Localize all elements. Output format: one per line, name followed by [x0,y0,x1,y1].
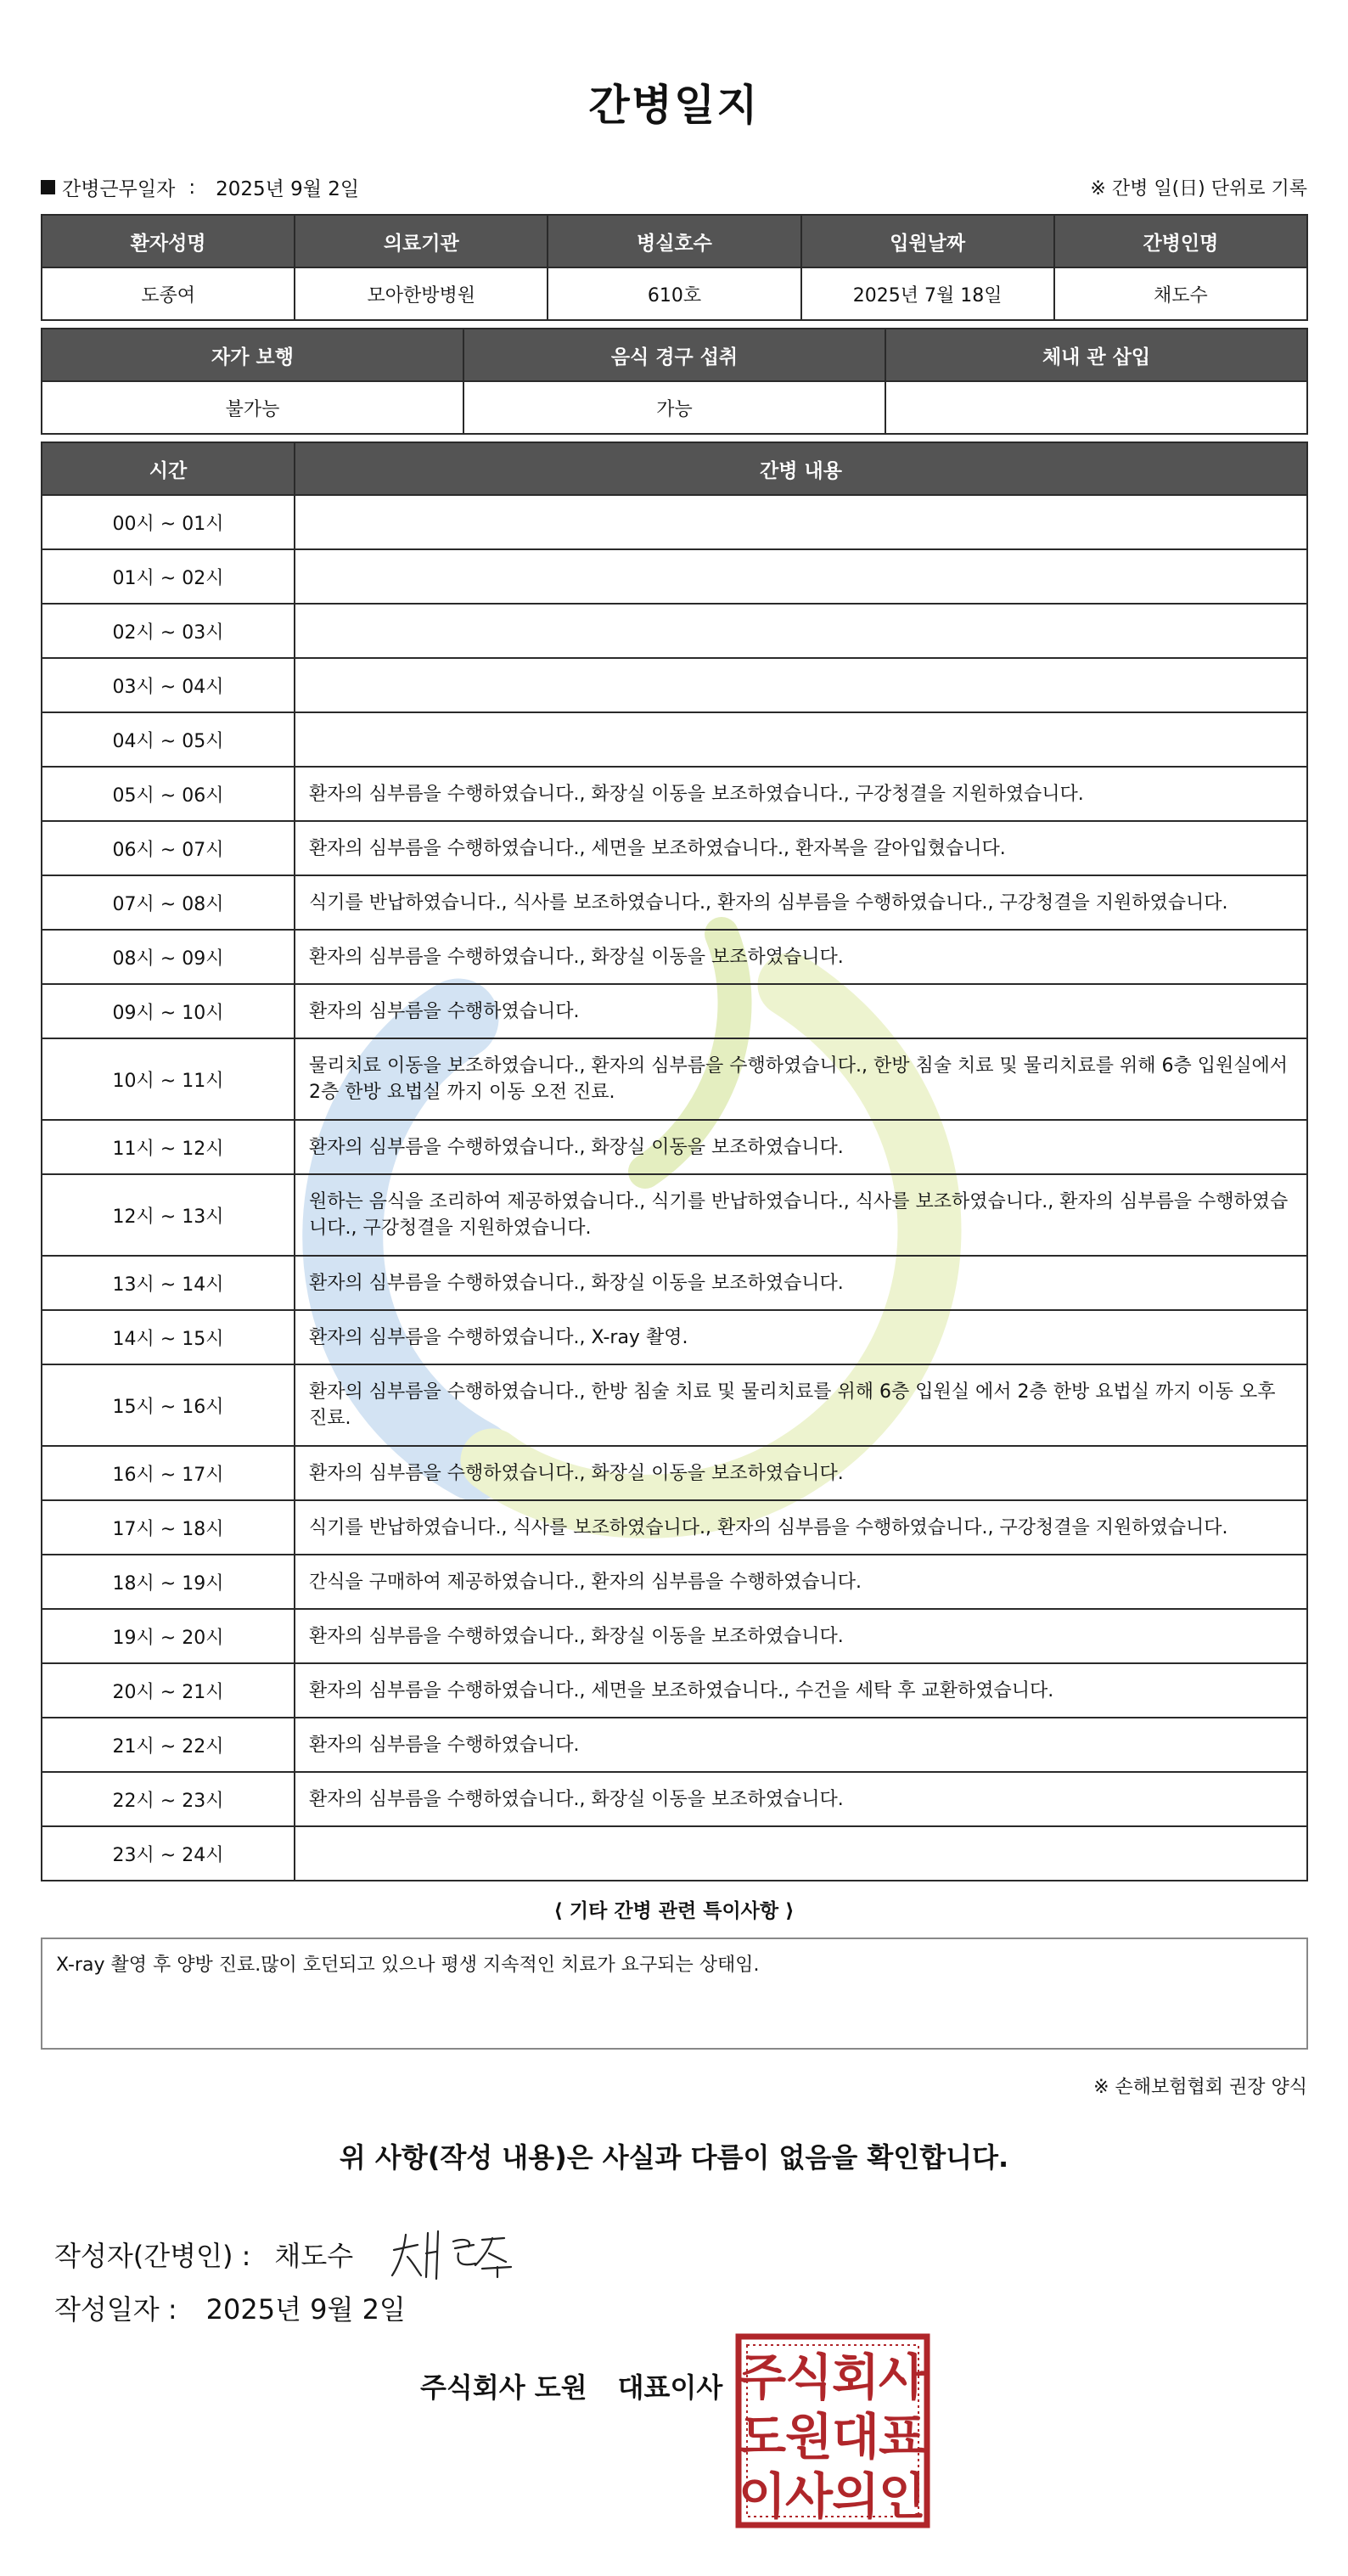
time-cell: 16시 ~ 17시 [42,1446,295,1500]
representative-title: 대표이사 [617,2371,723,2404]
time-cell: 00시 ~ 01시 [42,495,295,549]
care-content-cell: 물리치료 이동을 보조하였습니다., 환자의 심부름을 수행하였습니다., 한방 침술 치료 및 물리치료를 위해 6층 입원실에서 2층 한방 요법실 까지 이동 오전 진료. [295,1038,1307,1120]
table-row [42,549,1307,604]
seal-character: 주 [738,2348,787,2406]
table-row [42,1609,1307,1663]
care-content-cell: 환자의 심부름을 수행하였습니다., 화장실 이동을 보조하였습니다. [295,930,1307,984]
time-cell: 05시 ~ 06시 [42,767,295,821]
table-row [42,1446,1307,1500]
seal-character: 이 [738,2467,787,2525]
time-cell: 03시 ~ 04시 [42,658,295,712]
time-cell: 22시 ~ 23시 [42,1772,295,1826]
room-number: 610호 [548,267,800,320]
care-content-cell: 식기를 반납하였습니다., 식사를 보조하였습니다., 환자의 심부름을 수행하였습니다., 구강청결을 지원하였습니다. [295,1500,1307,1555]
time-cell: 12시 ~ 13시 [42,1174,295,1256]
time-cell: 19시 ~ 20시 [42,1609,295,1663]
care-content-cell [295,1826,1307,1881]
work-date-separator: : [188,176,196,199]
patient-status-table [41,328,1308,435]
writer-line [54,2224,548,2284]
care-content-cell: 환자의 심부름을 수행하였습니다., 화장실 이동을 보조하였습니다. [295,1446,1307,1500]
table-row [42,1310,1307,1364]
table-row [42,1555,1307,1609]
care-log-body [42,495,1307,1881]
care-content-cell: 환자의 심부름을 수행하였습니다., 화장실 이동을 보조하였습니다. [295,1772,1307,1826]
company-line [420,2366,722,2405]
write-date-label: 작성일자 : [54,2293,177,2326]
seal-character: 대 [831,2408,880,2466]
work-date [41,173,359,201]
table-row [42,658,1307,712]
recommend-note: ※ 손해보험협회 권장 양식 [1093,2077,1307,2098]
care-content-cell: 환자의 심부름을 수행하였습니다., X-ray 촬영. [295,1310,1307,1364]
seal-character: 회 [831,2348,880,2406]
time-cell: 18시 ~ 19시 [42,1555,295,1609]
time-cell: 23시 ~ 24시 [42,1826,295,1881]
care-content-cell: 환자의 심부름을 수행하였습니다., 화장실 이동을 보조하였습니다., 구강청결을 지원하였습니다. [295,767,1307,821]
table-row [42,821,1307,875]
seal-character: 식 [784,2348,834,2406]
patient-name: 도종여 [42,267,295,320]
unit-note: ※ 간병 일(日) 단위로 기록 [1090,178,1307,200]
table-row [42,984,1307,1038]
time-cell: 14시 ~ 15시 [42,1310,295,1364]
caregiver-name: 채도수 [1054,267,1307,320]
table-row [42,1256,1307,1310]
table-row [42,1364,1307,1446]
care-content-cell [295,495,1307,549]
table-row [42,1120,1307,1174]
header-patient-name: 환자성명 [42,215,295,267]
tube-insertion-value [885,381,1307,434]
seal-character: 표 [878,2408,927,2466]
table-row [42,1174,1307,1256]
write-date-line [54,2288,406,2327]
care-content-cell: 환자의 심부름을 수행하였습니다., 화장실 이동을 보조하였습니다. [295,1120,1307,1174]
time-cell: 09시 ~ 10시 [42,984,295,1038]
care-log-table [41,442,1308,1881]
time-cell: 11시 ~ 12시 [42,1120,295,1174]
time-cell: 04시 ~ 05시 [42,712,295,767]
time-cell: 07시 ~ 08시 [42,875,295,930]
handwritten-signature [387,2224,548,2284]
time-cell: 06시 ~ 07시 [42,821,295,875]
work-date-label: 간병근무일자 [62,178,176,200]
writer-name: 채도수 [274,2240,354,2272]
table-row [42,1038,1307,1120]
oral-intake-value: 가능 [463,381,885,434]
patient-info-table [41,214,1308,321]
header-hospital: 의료기관 [295,215,548,267]
header-tube-insertion: 체내 관 삽입 [885,329,1307,381]
work-date-value: 2025년 9월 2일 [216,178,360,200]
table-row [42,604,1307,658]
care-content-cell [295,712,1307,767]
care-content-cell: 원하는 음식을 조리하여 제공하였습니다., 식기를 반납하였습니다., 식사를 보조하였습니다., 환자의 심부름을 수행하였습니다., 구강청결을 지원하였습니다. [295,1174,1307,1256]
care-content-cell: 환자의 심부름을 수행하였습니다., 세면을 보조하였습니다., 수건을 세탁 후 교환하였습니다. [295,1663,1307,1718]
admission-date: 2025년 7월 18일 [801,267,1054,320]
hospital-name: 모아한방병원 [295,267,548,320]
table-row [42,930,1307,984]
special-notes-box: X-ray 촬영 후 양방 진료.많이 호던되고 있으나 평생 지속적인 치료가 요구되는 상태임. [41,1938,1308,2050]
care-content-cell: 환자의 심부름을 수행하였습니다. [295,1718,1307,1772]
square-bullet-icon [41,180,55,194]
seal-character: 사 [878,2348,927,2406]
time-cell: 21시 ~ 22시 [42,1718,295,1772]
care-content-cell: 식기를 반납하였습니다., 식사를 보조하였습니다., 환자의 심부름을 수행하였습니다., 구강청결을 지원하였습니다. [295,875,1307,930]
seal-character: 원 [784,2408,834,2466]
header-care-content: 간병 내용 [295,442,1307,495]
header-time: 시간 [42,442,295,495]
care-content-cell: 간식을 구매하여 제공하였습니다., 환자의 심부름을 수행하였습니다. [295,1555,1307,1609]
table-row [42,495,1307,549]
time-cell: 17시 ~ 18시 [42,1500,295,1555]
table-row [42,712,1307,767]
company-name: 주식회사 도원 [420,2371,587,2404]
page-title: 간병일지 [588,81,760,130]
confirm-statement: 위 사항(작성 내용)은 사실과 다름이 없음을 확인합니다. [339,2141,1009,2174]
table-row [42,1826,1307,1881]
time-cell: 13시 ~ 14시 [42,1256,295,1310]
header-self-walking: 자가 보행 [42,329,463,381]
header-room: 병실호수 [548,215,800,267]
header-admission-date: 입원날짜 [801,215,1054,267]
care-content-cell: 환자의 심부름을 수행하였습니다., 화장실 이동을 보조하였습니다. [295,1256,1307,1310]
company-seal-stamp [735,2333,930,2528]
time-cell: 20시 ~ 21시 [42,1663,295,1718]
table-row [42,1663,1307,1718]
care-content-cell [295,604,1307,658]
time-cell: 01시 ~ 02시 [42,549,295,604]
care-content-cell: 환자의 심부름을 수행하였습니다., 화장실 이동을 보조하였습니다. [295,1609,1307,1663]
table-row [42,1718,1307,1772]
time-cell: 08시 ~ 09시 [42,930,295,984]
self-walking-value: 불가능 [42,381,463,434]
seal-character: 사 [784,2467,834,2525]
seal-character: 인 [878,2467,927,2525]
write-date-value: 2025년 9월 2일 [205,2293,406,2326]
care-content-cell [295,549,1307,604]
writer-label: 작성자(간병인) : [54,2240,251,2272]
care-content-cell: 환자의 심부름을 수행하였습니다., 한방 침술 치료 및 물리치료를 위해 6층 입원실 에서 2층 한방 요법실 까지 이동 오후 진료. [295,1364,1307,1446]
care-content-cell [295,658,1307,712]
table-row [42,875,1307,930]
time-cell: 10시 ~ 11시 [42,1038,295,1120]
header-oral-intake: 음식 경구 섭취 [463,329,885,381]
care-content-cell: 환자의 심부름을 수행하였습니다. [295,984,1307,1038]
special-notes-title: ⟨ 기타 간병 관련 특이사항 ⟩ [553,1900,795,1922]
time-cell: 02시 ~ 03시 [42,604,295,658]
care-content-cell: 환자의 심부름을 수행하였습니다., 세면을 보조하였습니다., 환자복을 갈아입혔습니다. [295,821,1307,875]
table-row [42,1500,1307,1555]
time-cell: 15시 ~ 16시 [42,1364,295,1446]
seal-character: 의 [831,2467,880,2525]
seal-character: 도 [738,2408,787,2466]
table-row [42,1772,1307,1826]
header-caregiver: 간병인명 [1054,215,1307,267]
table-row [42,767,1307,821]
